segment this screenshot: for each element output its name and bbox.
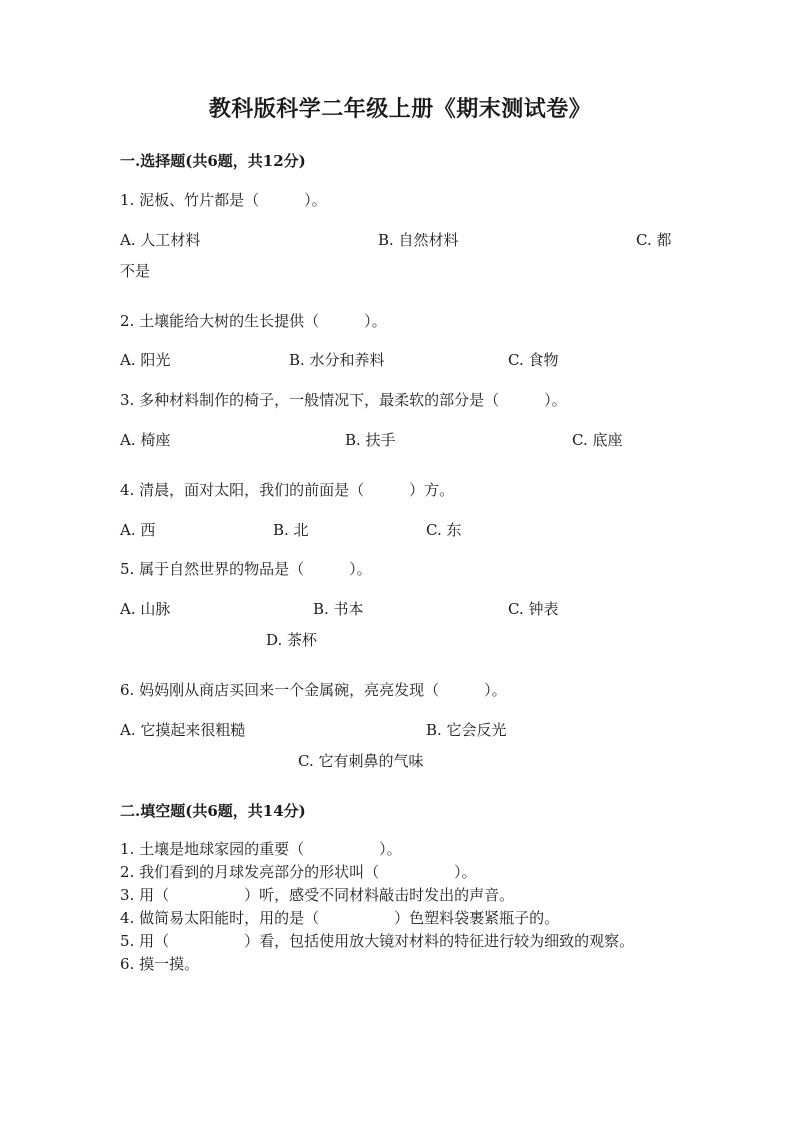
question-2: 2. 土壤能给大树的生长提供（ ）。 — [120, 312, 387, 330]
q2-option-c: C. 食物 — [508, 351, 559, 369]
q4-option-a: A. 西 — [120, 521, 156, 539]
question-6: 6. 妈妈刚从商店买回来一个金属碗，亮亮发现（ ）。 — [120, 681, 507, 699]
q2-option-a: A. 阳光 — [120, 351, 171, 369]
question-3: 3. 多种材料制作的椅子，一般情况下，最柔软的部分是（ ）。 — [120, 391, 567, 409]
question-1: 1. 泥板、竹片都是（ ）。 — [120, 191, 327, 209]
question-5: 5. 属于自然世界的物品是（ ）。 — [120, 560, 372, 578]
q1-option-c-cont: 不是 — [120, 262, 151, 280]
q3-option-a: A. 椅座 — [120, 431, 171, 449]
fill-item-2: 2. 我们看到的月球发亮部分的形状叫（ ）。 — [120, 863, 477, 881]
q5-option-b: B. 书本 — [313, 600, 364, 618]
q1-option-a: A. 人工材料 — [120, 231, 201, 249]
q5-option-d: D. 茶杯 — [266, 631, 318, 649]
section-heading-choice: 一.选择题(共6题，共12分) — [120, 152, 306, 170]
q2-option-b: B. 水分和养料 — [289, 351, 385, 369]
q4-option-b: B. 北 — [273, 521, 309, 539]
q3-option-c: C. 底座 — [572, 431, 623, 449]
fill-item-5: 5. 用（ ）看，包括使用放大镜对材料的特征进行较为细致的观察。 — [120, 932, 635, 950]
q1-option-c: C. 都 — [636, 231, 672, 249]
fill-item-6: 6. 摸一摸。 — [120, 955, 200, 973]
q4-option-c: C. 东 — [426, 521, 462, 539]
question-4: 4. 清晨，面对太阳，我们的前面是（ ）方。 — [120, 481, 455, 499]
fill-item-1: 1. 土壤是地球家园的重要（ ）。 — [120, 840, 402, 858]
fill-item-4: 4. 做简易太阳能时，用的是（ ）色塑料袋裹紧瓶子的。 — [120, 909, 560, 927]
q3-option-b: B. 扶手 — [345, 431, 396, 449]
q6-option-a: A. 它摸起来很粗糙 — [120, 721, 246, 739]
q6-option-c: C. 它有刺鼻的气味 — [298, 752, 424, 770]
fill-item-3: 3. 用（ ）听，感受不同材料敲击时发出的声音。 — [120, 886, 515, 904]
q1-option-b: B. 自然材料 — [378, 231, 459, 249]
page-title: 教科版科学二年级上册《期末测试卷》 — [208, 96, 592, 122]
q5-option-c: C. 钟表 — [508, 600, 559, 618]
q6-option-b: B. 它会反光 — [426, 721, 507, 739]
q5-option-a: A. 山脉 — [120, 600, 171, 618]
section-heading-fill: 二.填空题(共6题，共14分) — [120, 802, 306, 820]
